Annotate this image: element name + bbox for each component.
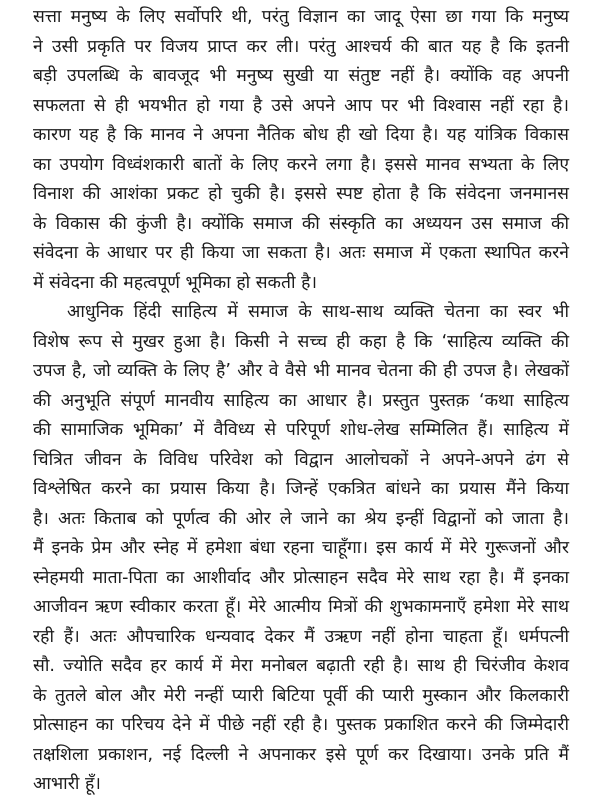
text-line: आजीवन ऋण स्वीकार करता हूँ। मेरे आत्मीय मित्रों की शुभकामनाएँ हमेशा मेरे साथ: [33, 597, 569, 617]
paragraph: [33, 3, 569, 298]
text-line: आधुनिक हिंदी साहित्य में समाज के साथ-साथ व्यक्ति चेतना का स्वर भी: [67, 302, 569, 322]
text-line: सफलता से ही भयभीत हो गया है उसे अपने आप पर भी विश्वास नहीं रहा है।: [33, 95, 569, 116]
text-line: तक्षशिला प्रकाशन, नई दिल्ली ने अपनाकर इसे पूर्ण कर दिखाया। उनके प्रति मैं: [33, 744, 569, 765]
text-line: विशेष रूप से मुखर हुआ है। किसी ने सच्च ही कहा है कि ‘साहित्य व्यक्ति की: [33, 331, 569, 352]
text-line: उपज है, जो व्यक्ति के लिए है’ और वे वैसे भी मानव चेतना की ही उपज है। लेखकों: [33, 361, 569, 381]
text-line: संवेदना के आधार पर ही किया जा सकता है। अतः समाज में एकता स्थापित करने: [33, 243, 569, 263]
text-line: सौ. ज्योति सदैव हर कार्य में मेरा मनोबल बढ़ाती रही है। साथ ही चिरंजीव केशव: [33, 656, 569, 676]
text-line: आभारी हूँ।: [33, 774, 101, 794]
text-line: प्रोत्साहन का परिचय देने में पीछे नहीं रही है। पुस्तक प्रकाशित करने की जिम्मेदारी: [33, 715, 569, 735]
text-line: का उपयोग विध्वंशकारी बातों के लिए करने लगा है। इससे मानव सभ्यता के लिए: [33, 154, 569, 175]
document-page: [33, 3, 569, 800]
text-line: है। अतः किताब को पूर्णत्व की ओर ले जाने का श्रेय इन्हीं विद्वानों को जाता है।: [33, 508, 569, 529]
text-line: विश्लेषित करने का प्रयास किया है। जिन्हें एकत्रित बांधने का प्रयास मैंने किया: [33, 479, 569, 499]
text-line: मैं इनके प्रेम और स्नेह में हमेशा बंधा रहना चाहूँगा। इस कार्य में मेरे गुरूजनों और: [33, 538, 569, 558]
text-line: की अनुभूति संपूर्ण मानवीय साहित्य का आधार है। प्रस्तुत पुस्तक़ ‘कथा साहित्य: [33, 390, 569, 411]
text-line: स्नेहमयी माता-पिता का आशीर्वाद और प्रोत्साहन सदैव मेरे साथ रहा है। मैं इनका: [33, 567, 569, 588]
text-line: ने उसी प्रकृति पर विजय प्राप्त कर ली। परंतु आश्चर्य की बात यह है कि इतनी: [33, 36, 569, 57]
text-line: चित्रित जीवन के विविध परिवेश को विद्वान आलोचकों ने अपने-अपने ढंग से: [33, 449, 569, 470]
text-line: के तुतले बोल और मेरी नन्हीं प्यारी बिटिया पूर्वी की प्यारी मुस्कान और किलकारी: [33, 685, 569, 706]
text-line: में संवेदना की महत्वपूर्ण भूमिका हो सकती है।: [33, 272, 317, 293]
text-line: के विकास की कुंजी है। क्योंकि समाज की संस्कृति का अध्ययन उस समाज की: [33, 213, 569, 234]
text-line: कारण यह है कि मानव ने अपना नैतिक बोध ही खो दिया है। यह यांत्रिक विकास: [33, 125, 569, 145]
text-line: की सामाजिक भूमिका’ में वैविध्य से परिपूर्ण शोध-लेख सम्मिलित हैं। साहित्य में: [33, 420, 569, 440]
text-line: विनाश की आशंका प्रकट हो चुकी है। इससे स्पष्ट होता है कि संवेदना जनमानस: [33, 184, 569, 204]
text-line: रही हैं। अतः औपचारिक धन्यवाद देकर मैं उऋण नहीं होना चाहता हूँ। धर्मपत्नी: [33, 626, 569, 647]
text-line: सत्ता मनुष्य के लिए सर्वोपरि थी, परंतु विज्ञान का जादू ऐसा छा गया कि मनुष्य: [33, 7, 569, 27]
text-line: बड़ी उपलब्धि के बावजूद भी मनुष्य सुखी या संतुष्ट नहीं है। क्योंकि वह अपनी: [33, 66, 569, 86]
paragraph: [33, 298, 569, 800]
